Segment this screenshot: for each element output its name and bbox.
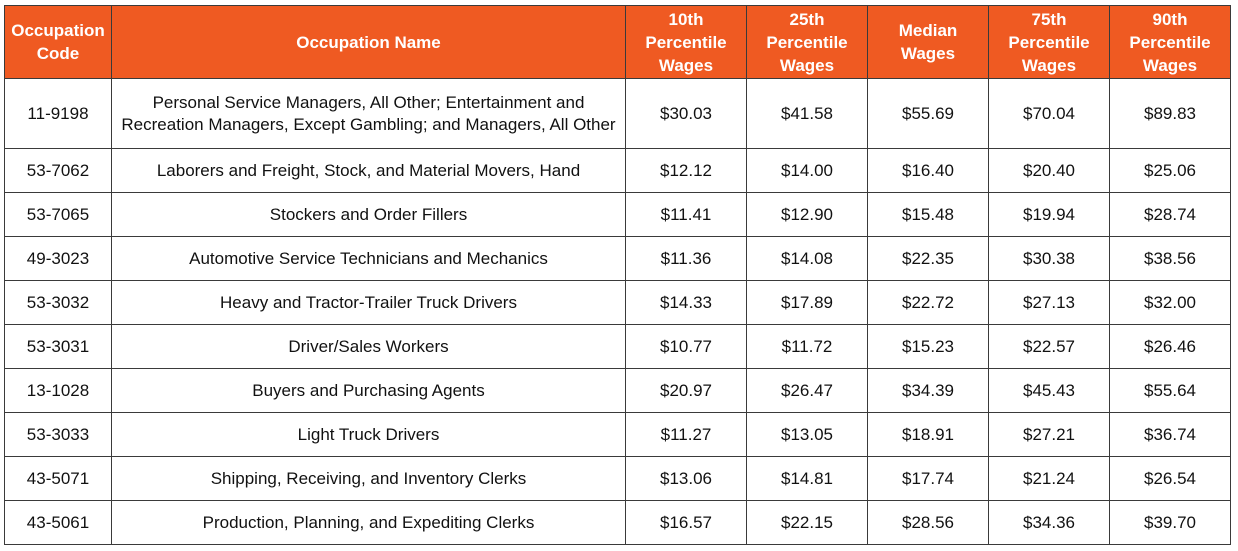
cell-10th-percentile: $10.77 [626, 325, 747, 369]
table-header [5, 6, 1231, 79]
cell-25th-percentile: $17.89 [747, 281, 868, 325]
table-row [5, 369, 1231, 413]
table-row [5, 325, 1231, 369]
cell-median: $34.39 [868, 369, 989, 413]
cell-25th-percentile: $13.05 [747, 413, 868, 457]
cell-occupation-code: 53-3032 [5, 281, 112, 325]
cell-occupation-code: 53-7065 [5, 193, 112, 237]
cell-75th-percentile: $27.13 [989, 281, 1110, 325]
header-25th-percentile [747, 6, 868, 79]
cell-90th-percentile: $36.74 [1110, 413, 1231, 457]
cell-90th-percentile: $32.00 [1110, 281, 1231, 325]
cell-occupation-name: Stockers and Order Fillers [112, 193, 626, 237]
header-text: Wages [1021, 55, 1077, 75]
cell-occupation-name: Production, Planning, and Expediting Clerks [112, 501, 626, 545]
cell-90th-percentile: $28.74 [1110, 193, 1231, 237]
cell-25th-percentile: $12.90 [747, 193, 868, 237]
header-text: 90th [1152, 9, 1188, 29]
header-text: Wages [900, 44, 956, 63]
table-row [5, 237, 1231, 281]
cell-occupation-code: 53-7062 [5, 149, 112, 193]
header-text: Wages [658, 55, 714, 75]
cell-occupation-name: Laborers and Freight, Stock, and Material Movers, Hand [112, 149, 626, 193]
cell-median: $55.69 [868, 79, 989, 149]
header-90th-percentile [1110, 6, 1231, 79]
cell-25th-percentile: $41.58 [747, 79, 868, 149]
cell-25th-percentile: $14.81 [747, 457, 868, 501]
cell-median: $16.40 [868, 149, 989, 193]
cell-occupation-name: Driver/Sales Workers [112, 325, 626, 369]
cell-occupation-name: Shipping, Receiving, and Inventory Clerks [112, 457, 626, 501]
header-text: Median [898, 21, 958, 40]
cell-25th-percentile: $11.72 [747, 325, 868, 369]
header-text: 75th [1031, 9, 1067, 29]
cell-occupation-code: 43-5071 [5, 457, 112, 501]
table-row [5, 149, 1231, 193]
header-text: Wages [779, 55, 835, 75]
cell-occupation-code: 49-3023 [5, 237, 112, 281]
header-occupation-code [5, 6, 112, 79]
cell-occupation-name: Heavy and Tractor-Trailer Truck Drivers [112, 281, 626, 325]
cell-25th-percentile: $14.00 [747, 149, 868, 193]
header-text: Occupation Name [296, 32, 441, 52]
cell-10th-percentile: $14.33 [626, 281, 747, 325]
header-10th-percentile [626, 6, 747, 79]
cell-occupation-name: Personal Service Managers, All Other; Entertainment and Recreation Managers, Except Gambling; and Managers, All Other [112, 79, 626, 149]
cell-90th-percentile: $38.56 [1110, 237, 1231, 281]
cell-occupation-code: 53-3033 [5, 413, 112, 457]
header-text: 10th [668, 9, 704, 29]
table-row [5, 413, 1231, 457]
cell-75th-percentile: $70.04 [989, 79, 1110, 149]
cell-occupation-code: 53-3031 [5, 325, 112, 369]
table-row [5, 193, 1231, 237]
cell-10th-percentile: $12.12 [626, 149, 747, 193]
cell-25th-percentile: $14.08 [747, 237, 868, 281]
cell-75th-percentile: $20.40 [989, 149, 1110, 193]
cell-10th-percentile: $11.41 [626, 193, 747, 237]
cell-10th-percentile: $13.06 [626, 457, 747, 501]
cell-75th-percentile: $21.24 [989, 457, 1110, 501]
table-body [5, 79, 1231, 545]
cell-75th-percentile: $22.57 [989, 325, 1110, 369]
cell-10th-percentile: $16.57 [626, 501, 747, 545]
header-text: Percentile [1008, 32, 1090, 52]
cell-median: $18.91 [868, 413, 989, 457]
header-text: Percentile [1129, 32, 1211, 52]
table-row [5, 281, 1231, 325]
header-75th-percentile [989, 6, 1110, 79]
cell-90th-percentile: $26.46 [1110, 325, 1231, 369]
wage-table [4, 5, 1231, 545]
cell-median: $17.74 [868, 457, 989, 501]
cell-occupation-name: Light Truck Drivers [112, 413, 626, 457]
cell-90th-percentile: $39.70 [1110, 501, 1231, 545]
cell-median: $28.56 [868, 501, 989, 545]
cell-median: $22.72 [868, 281, 989, 325]
header-median [868, 6, 989, 79]
cell-median: $15.48 [868, 193, 989, 237]
cell-median: $22.35 [868, 237, 989, 281]
cell-median: $15.23 [868, 325, 989, 369]
table-row [5, 79, 1231, 149]
cell-10th-percentile: $11.36 [626, 237, 747, 281]
cell-25th-percentile: $22.15 [747, 501, 868, 545]
table-row [5, 501, 1231, 545]
cell-90th-percentile: $25.06 [1110, 149, 1231, 193]
header-text: 25th [789, 9, 825, 29]
cell-75th-percentile: $30.38 [989, 237, 1110, 281]
cell-10th-percentile: $30.03 [626, 79, 747, 149]
cell-75th-percentile: $45.43 [989, 369, 1110, 413]
cell-occupation-name: Automotive Service Technicians and Mechanics [112, 237, 626, 281]
table-row [5, 457, 1231, 501]
cell-90th-percentile: $89.83 [1110, 79, 1231, 149]
header-row [5, 6, 1231, 79]
cell-10th-percentile: $11.27 [626, 413, 747, 457]
header-text: Code [36, 44, 80, 63]
header-text: Occupation [11, 21, 105, 40]
header-text: Percentile [766, 32, 848, 52]
wage-table-container [4, 5, 1231, 545]
header-occupation-name [112, 6, 626, 79]
cell-25th-percentile: $26.47 [747, 369, 868, 413]
cell-occupation-code: 11-9198 [5, 79, 112, 149]
cell-90th-percentile: $55.64 [1110, 369, 1231, 413]
cell-occupation-code: 13-1028 [5, 369, 112, 413]
cell-10th-percentile: $20.97 [626, 369, 747, 413]
header-text: Wages [1142, 55, 1198, 75]
header-text: Percentile [645, 32, 727, 52]
cell-75th-percentile: $19.94 [989, 193, 1110, 237]
cell-occupation-code: 43-5061 [5, 501, 112, 545]
cell-occupation-name: Buyers and Purchasing Agents [112, 369, 626, 413]
cell-75th-percentile: $34.36 [989, 501, 1110, 545]
cell-90th-percentile: $26.54 [1110, 457, 1231, 501]
cell-75th-percentile: $27.21 [989, 413, 1110, 457]
